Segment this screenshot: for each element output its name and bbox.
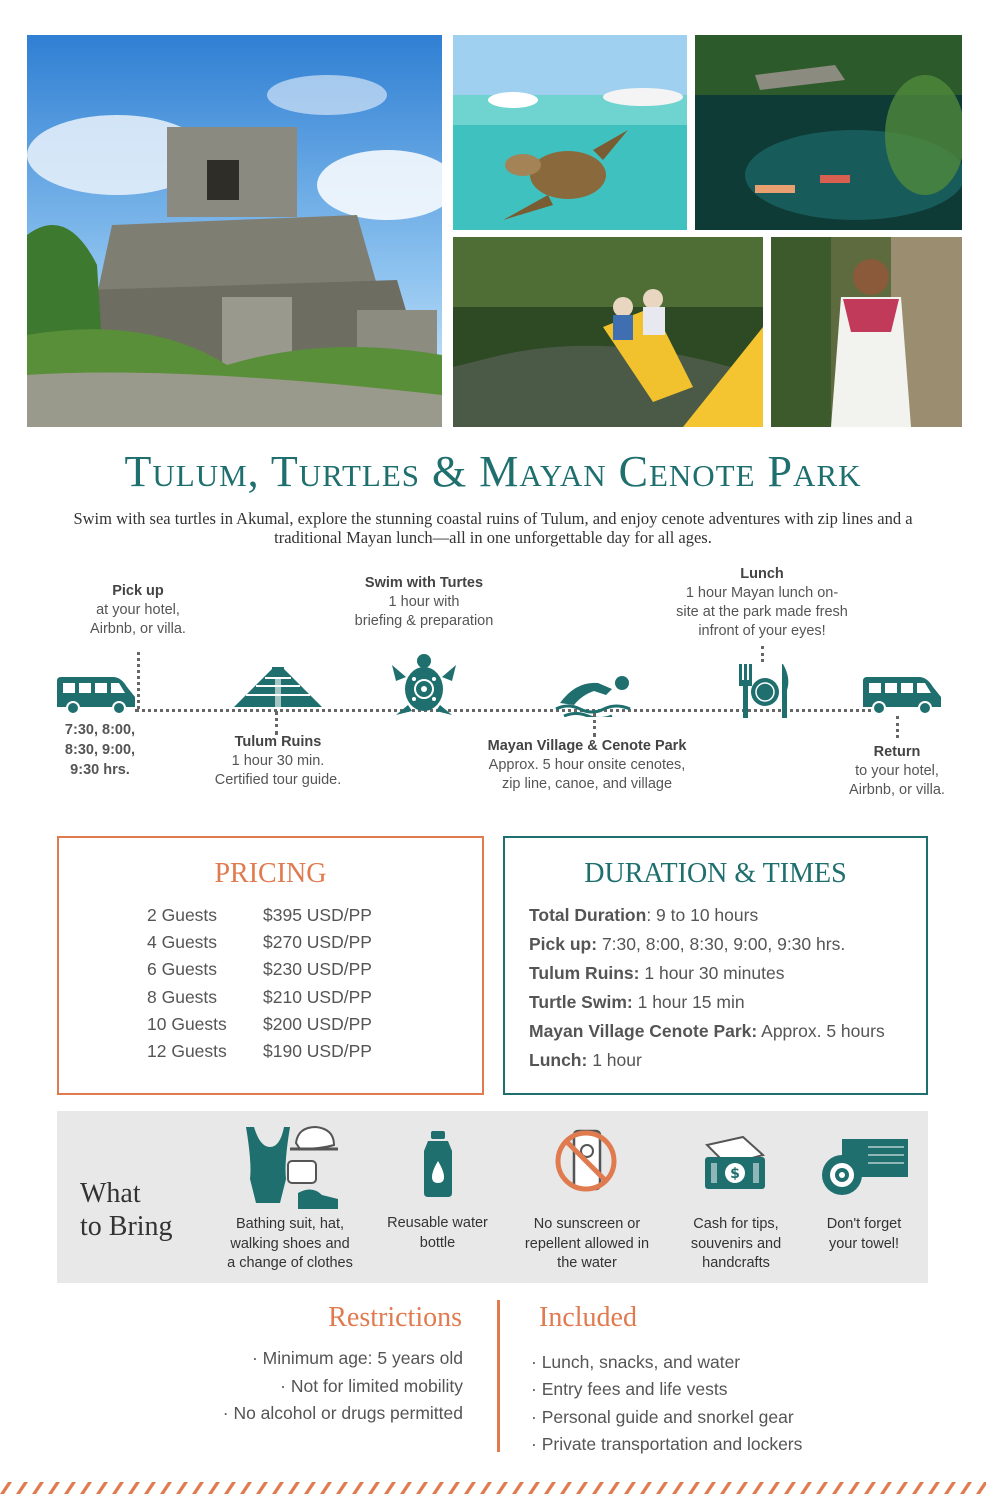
price-row [147,905,447,932]
price-value: $230 USD/PP [263,959,372,979]
van-icon [55,675,137,715]
timeline-cenote-line2: zip line, canoe, and village [501,776,673,792]
timeline-pickup [58,582,218,639]
bring-label-line: repellent allowed in [524,1235,650,1252]
duration-value: Approx. 5 hours [761,1021,885,1041]
bring-item-cash [671,1111,801,1283]
bring-item-label [375,1214,500,1253]
timeline-ruins [188,733,368,790]
price-guests: 10 Guests [147,1014,227,1034]
bring-label-line: your towel! [828,1235,900,1252]
price-guests: 8 Guests [147,987,218,1007]
mayan-woman-photo [771,237,962,427]
bring-label-line: Cash for tips, [693,1216,779,1232]
bring-label-line: Reusable water [387,1215,488,1231]
water-bottle-icon [418,1131,458,1202]
price-guests: 12 Guests [147,1041,227,1061]
restriction-item: · Not for limited mobility [280,1376,463,1396]
bring-label-line: the water [557,1255,617,1271]
towel-icon [818,1137,910,1202]
price-value: $190 USD/PP [263,1041,372,1061]
bring-label-line: Don't forget [826,1216,902,1232]
canoe-photo [453,237,763,427]
bring-label-line: No sunscreen or [533,1216,641,1232]
section-divider [497,1300,500,1452]
pricing-title: PRICING [214,858,327,889]
included-item: · Private transportation and lockers [531,1434,803,1454]
bring-item-label [212,1215,368,1274]
timeline-return-line1: to your hotel, [855,763,939,779]
timeline-return-line2: Airbnb, or villa. [849,782,945,798]
page-subtitle: Swim with sea turtles in Akumal, explore the stunning coastal ruins of Tulum, and enjoy cenote adventures with zip lines and a traditional Mayan lunch—all in one unforgettable day for all ages. [73,509,913,547]
pickup-times-line3: 9:30 hrs. [70,762,130,778]
duration-value: 7:30, 8:00, 8:30, 9:00, 9:30 hrs. [601,934,846,954]
timeline-ruins-title: Tulum Ruins [234,734,322,750]
timeline-swim-title: Swim with Turtes [364,575,484,591]
timeline-cenote-title: Mayan Village & Cenote Park [487,738,687,754]
duration-row [529,934,924,955]
bring-item-no-sunscreen [512,1111,662,1283]
price-row [147,932,447,959]
price-value: $210 USD/PP [263,987,372,1007]
timeline-lunch [651,565,873,641]
bring-label-line: bottle [419,1234,456,1251]
timeline-connector [275,711,278,735]
bring-item-label [512,1215,662,1274]
bring-item-label [804,1215,924,1254]
tulum-ruins-photo [27,35,442,427]
van-icon [861,675,943,715]
svg-text:$: $ [730,1166,740,1182]
swimsuit-icon [240,1123,340,1220]
duration-title: DURATION & TIMES [584,858,847,889]
what-to-bring-title-line1: What [80,1178,141,1209]
timeline-lunch-line1: 1 hour Mayan lunch on- [685,585,839,601]
timeline-pickup-times [50,720,150,780]
turtle-icon [392,653,456,719]
duration-value: 1 hour 15 min [637,992,745,1012]
price-guests: 2 Guests [147,905,218,925]
bring-item-water-bottle [375,1111,500,1283]
price-guests: 6 Guests [147,959,218,979]
what-to-bring-title [80,1177,173,1243]
bring-item-towel [804,1111,924,1283]
swimmer-icon [554,673,636,717]
timeline-pickup-line2: Airbnb, or villa. [90,621,186,637]
restriction-item: · No alcohol or drugs permitted [222,1403,463,1423]
duration-row [529,992,924,1013]
bring-item-swimsuit [212,1111,368,1283]
timeline-ruins-line2: Certified tour guide. [214,772,342,788]
no-sunscreen-icon [552,1125,622,1202]
bring-label-line: walking shoes and [230,1235,350,1252]
duration-label: Lunch: [529,1050,588,1070]
cenote-swim-photo [695,35,962,230]
bring-label-line: Bathing suit, hat, [235,1216,344,1232]
timeline-connector [593,713,596,737]
duration-label: Total Duration [529,905,647,925]
cash-icon [703,1135,769,1200]
price-value: $270 USD/PP [263,932,372,952]
sea-turtle-photo [453,35,687,230]
bring-label-line: handcrafts [702,1255,770,1271]
what-to-bring-panel [57,1111,928,1283]
bring-item-label [671,1215,801,1274]
duration-sep: : [646,905,657,925]
timeline-return-title: Return [873,744,921,760]
included-title: Included [539,1302,637,1333]
bring-label-line: a change of clothes [227,1255,353,1271]
timeline-return [822,743,972,800]
timeline-lunch-title: Lunch [740,566,784,582]
timeline-connector [896,716,899,738]
price-row [147,959,447,986]
price-guests: 4 Guests [147,932,218,952]
duration-row [529,1050,924,1071]
pickup-times-line1: 7:30, 8:00, [64,722,136,738]
plate-cutlery-icon [737,662,791,720]
timeline-ruins-line1: 1 hour 30 min. [231,753,325,769]
duration-value: 1 hour 30 minutes [644,963,785,983]
timeline-connector [137,652,140,709]
included-item: · Personal guide and snorkel gear [531,1407,794,1427]
price-row [147,987,447,1014]
duration-row [529,963,924,984]
duration-label: Turtle Swim: [529,992,633,1012]
price-row [147,1014,447,1041]
bring-label-line: souvenirs and [690,1235,782,1252]
restriction-item: · Minimum age: 5 years old [251,1348,463,1368]
duration-row [529,1021,924,1042]
timeline-pickup-line1: at your hotel, [96,602,180,618]
pyramid-icon [232,667,324,709]
timeline-cenote [457,737,717,794]
timeline-pickup-title: Pick up [112,583,164,599]
duration-label: Mayan Village Cenote Park: [529,1021,758,1041]
timeline-swim-line1: 1 hour with [388,594,460,610]
timeline-lunch-line3: infront of your eyes! [698,623,826,639]
page-title: Tulum, Turtles & Mayan Cenote Park [124,447,862,496]
duration-value: 1 hour [592,1050,642,1070]
timeline-connector [761,646,764,662]
included-item: · Entry fees and life vests [531,1379,728,1399]
timeline-swim [324,574,524,631]
price-row [147,1041,447,1068]
duration-label: Tulum Ruins: [529,963,640,983]
timeline-swim-line2: briefing & preparation [354,613,494,629]
footer-stripe [0,1482,986,1494]
duration-row [529,905,924,926]
restrictions-title: Restrictions [328,1302,462,1333]
timeline-cenote-line1: Approx. 5 hour onsite cenotes, [488,757,686,773]
what-to-bring-title-line2: to Bring [80,1211,173,1242]
timeline-lunch-line2: site at the park made fresh [676,604,848,620]
duration-label: Pick up: [529,934,598,954]
included-item: · Lunch, snacks, and water [531,1352,741,1372]
pickup-times-line2: 8:30, 9:00, [64,742,136,758]
price-value: $200 USD/PP [263,1014,372,1034]
duration-panel [503,836,928,1095]
price-value: $395 USD/PP [263,905,372,925]
duration-value: 9 to 10 hours [656,905,759,925]
pricing-panel [57,836,484,1095]
